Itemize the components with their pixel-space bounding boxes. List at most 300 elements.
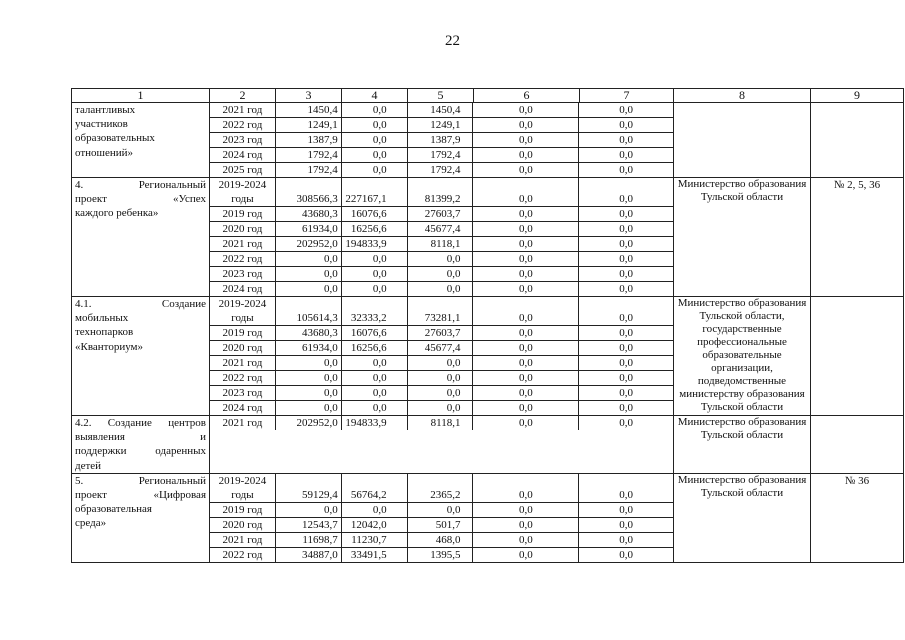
amount-cell (276, 416, 342, 430)
amount-value: 0,0 (446, 503, 461, 516)
amount-value: 11230,7 (351, 533, 387, 546)
indicator-cell (811, 103, 904, 178)
amount-cell (473, 518, 579, 532)
amount-value: 0,0 (372, 372, 387, 384)
event-name-line: отношений» (75, 146, 134, 159)
amount-cell (276, 207, 342, 221)
amount-cell (473, 237, 579, 251)
period-cell: 2021 год (210, 237, 276, 251)
event-name-line: 4. Региональный (75, 179, 206, 191)
event-name-line: поддержки одаренных (75, 445, 206, 458)
amount-cell (276, 237, 342, 251)
funding-row (210, 548, 673, 562)
funding-row (210, 163, 673, 177)
amount-cell (473, 474, 579, 502)
amount-value: 1387,9 (307, 134, 338, 146)
table-row (72, 416, 904, 474)
amount-cell (408, 237, 474, 251)
amount-value: 0,0 (323, 283, 338, 295)
amount-value: 0,0 (619, 342, 633, 354)
event-name-line: мобильных (75, 312, 129, 325)
amount-cell (473, 222, 579, 236)
funding-row (210, 207, 673, 222)
amount-cell (473, 416, 579, 430)
funding-row (210, 103, 673, 118)
period-cell: 2022 год (210, 548, 276, 562)
period-cell: 2024 год (210, 148, 276, 162)
funding-row (210, 341, 673, 356)
amount-cell (408, 178, 474, 206)
amount-value: 194833,9 (345, 238, 387, 250)
period-cell: 2019 год (210, 503, 276, 517)
amount-value: 0,0 (372, 268, 387, 280)
amount-value: 0,0 (323, 402, 338, 414)
period-cell: 2020 год (210, 222, 276, 236)
amount-value: 0,0 (372, 357, 387, 369)
event-name-line: «Кванториум» (75, 340, 144, 353)
amount-value: 227167,1 (345, 193, 387, 205)
amount-value: 0,0 (619, 488, 633, 501)
amount-value: 0,0 (518, 164, 533, 176)
amount-value: 1249,1 (430, 119, 461, 131)
amount-value: 0,0 (518, 548, 533, 561)
header-cell: 1 (72, 89, 210, 103)
amount-cell (473, 503, 579, 517)
amount-value: 32333,2 (350, 312, 387, 324)
funding-row (210, 533, 673, 548)
amount-cell (342, 237, 408, 251)
amount-cell (342, 341, 408, 355)
amount-cell (276, 401, 342, 415)
funding-row (210, 252, 673, 267)
amount-value: 45677,4 (424, 342, 461, 354)
funding-row (210, 282, 673, 296)
funding-row (210, 297, 673, 326)
amount-value: 0,0 (372, 283, 387, 295)
amount-value: 0,0 (323, 387, 338, 399)
amount-value: 8118,1 (430, 417, 461, 429)
amount-cell (473, 252, 579, 266)
table-row (72, 297, 904, 416)
period-cell: 2025 год (210, 163, 276, 177)
amount-cell (276, 267, 342, 281)
funding-row (210, 474, 673, 503)
period-cell: 2021 год (210, 533, 276, 547)
amount-value: 1792,4 (307, 164, 338, 176)
amount-value: 61934,0 (301, 223, 338, 235)
event-name-cell (72, 473, 210, 562)
amount-value: 0,0 (446, 268, 461, 280)
amount-cell (473, 386, 579, 400)
amount-value: 0,0 (518, 268, 533, 280)
amount-cell (408, 252, 474, 266)
page-number: 22 (445, 33, 460, 49)
amount-value: 0,0 (518, 387, 533, 399)
funding-row (210, 386, 673, 401)
funding-subtable (210, 103, 674, 178)
header-cell: 5 (408, 89, 474, 103)
amount-cell (408, 133, 474, 147)
amount-cell (408, 207, 474, 221)
amount-cell (408, 416, 474, 430)
amount-value: 0,0 (372, 164, 387, 176)
period-cell: 2021 год (210, 356, 276, 370)
amount-cell (579, 401, 673, 415)
period-cell: 2021 год (210, 103, 276, 117)
amount-value: 0,0 (372, 503, 387, 516)
amount-value: 0,0 (619, 312, 633, 324)
amount-value: 308566,3 (296, 193, 338, 205)
amount-value: 0,0 (518, 193, 533, 205)
amount-value: 1792,4 (307, 149, 338, 161)
amount-cell (579, 118, 673, 132)
amount-value: 0,0 (323, 253, 338, 265)
period-cell: 2021 год (210, 416, 276, 430)
amount-value: 11698,7 (302, 533, 338, 546)
event-name-line: образовательных (75, 132, 155, 145)
amount-cell (276, 474, 342, 502)
amount-cell (579, 297, 673, 325)
amount-cell (342, 103, 408, 117)
amount-cell (473, 533, 579, 547)
amount-value: 0,0 (619, 208, 633, 220)
event-name-line: талантливых (75, 104, 136, 116)
funding-row (210, 267, 673, 282)
amount-value: 0,0 (518, 488, 533, 501)
responsible-cell: Министерство образования Тульской области (674, 178, 811, 297)
amount-value: 73281,1 (424, 312, 461, 324)
funding-row (210, 356, 673, 371)
amount-value: 43680,3 (301, 208, 338, 220)
period-cell: 2023 год (210, 267, 276, 281)
amount-value: 16256,6 (350, 342, 387, 354)
amount-value: 0,0 (619, 548, 633, 561)
amount-cell (408, 222, 474, 236)
funding-row (210, 222, 673, 237)
amount-value: 0,0 (619, 238, 633, 250)
amount-cell (579, 178, 673, 206)
amount-value: 501,7 (435, 518, 461, 531)
amount-cell (473, 118, 579, 132)
event-name-line: 4.2. Создание центров (75, 417, 206, 429)
amount-cell (276, 356, 342, 370)
amount-cell (342, 533, 408, 547)
amount-cell (473, 326, 579, 340)
period-cell: 2023 год (210, 133, 276, 147)
amount-cell (276, 503, 342, 517)
amount-value: 43680,3 (301, 327, 338, 339)
amount-cell (342, 178, 408, 206)
amount-cell (342, 518, 408, 532)
amount-cell (342, 401, 408, 415)
amount-cell (473, 282, 579, 296)
responsible-cell: Министерство образования Тульской области (674, 416, 811, 474)
amount-value: 0,0 (619, 268, 633, 280)
amount-cell (579, 386, 673, 400)
amount-cell (276, 118, 342, 132)
amount-cell (473, 341, 579, 355)
amount-value: 0,0 (323, 268, 338, 280)
amount-value: 61934,0 (301, 342, 338, 354)
period-cell: 2022 год (210, 371, 276, 385)
amount-cell (342, 371, 408, 385)
event-name-line: технопарков (75, 326, 134, 339)
header-cell: 7 (580, 89, 674, 103)
period-cell: 2019-2024 годы (210, 297, 276, 325)
amount-value: 0,0 (323, 357, 338, 369)
amount-value: 0,0 (619, 417, 633, 429)
amount-value: 0,0 (518, 342, 533, 354)
amount-cell (408, 341, 474, 355)
amount-value: 16076,6 (350, 208, 387, 220)
amount-value: 0,0 (619, 104, 633, 116)
amount-cell (408, 503, 474, 517)
amount-cell (473, 548, 579, 562)
event-name-cell (72, 416, 210, 474)
period-cell: 2020 год (210, 518, 276, 532)
amount-value: 0,0 (446, 357, 461, 369)
amount-cell (579, 103, 673, 117)
amount-value: 0,0 (619, 193, 633, 205)
amount-cell (408, 163, 474, 177)
amount-value: 0,0 (446, 387, 461, 399)
amount-cell (408, 533, 474, 547)
table-row (72, 473, 904, 562)
budget-table (71, 88, 904, 563)
amount-value: 0,0 (372, 119, 387, 131)
amount-value: 0,0 (619, 357, 633, 369)
amount-value: 12042,0 (350, 518, 387, 531)
period-cell: 2020 год (210, 341, 276, 355)
amount-value: 0,0 (619, 503, 633, 516)
amount-value: 0,0 (518, 119, 533, 131)
amount-cell (579, 163, 673, 177)
amount-cell (579, 207, 673, 221)
amount-value: 16256,6 (350, 223, 387, 235)
amount-value: 0,0 (323, 372, 338, 384)
responsible-cell: Министерство образования Тульской области, государственные профессиональные образовательные организации, подведомственные министерству образования Тульской области (674, 297, 811, 416)
amount-value: 45677,4 (424, 223, 461, 235)
amount-cell (408, 401, 474, 415)
amount-cell (276, 252, 342, 266)
amount-cell (342, 252, 408, 266)
period-cell: 2019-2024 годы (210, 178, 276, 206)
amount-cell (579, 548, 673, 562)
period-cell: 2019-2024 годы (210, 474, 276, 502)
amount-cell (276, 222, 342, 236)
amount-cell (473, 207, 579, 221)
amount-value: 0,0 (518, 357, 533, 369)
event-name-line: выявления и (75, 431, 206, 444)
amount-cell (473, 401, 579, 415)
amount-value: 1395,5 (430, 548, 461, 561)
amount-cell (473, 103, 579, 117)
amount-value: 468,0 (435, 533, 461, 546)
amount-cell (473, 148, 579, 162)
amount-cell (579, 133, 673, 147)
amount-cell (408, 326, 474, 340)
amount-value: 0,0 (446, 372, 461, 384)
amount-value: 1792,4 (430, 164, 461, 176)
amount-cell (342, 118, 408, 132)
amount-value: 0,0 (372, 149, 387, 161)
amount-value: 0,0 (518, 253, 533, 265)
event-name-line: среда» (75, 517, 107, 530)
amount-cell (276, 386, 342, 400)
amount-cell (342, 267, 408, 281)
amount-cell (342, 474, 408, 502)
amount-value: 0,0 (518, 312, 533, 324)
amount-cell (342, 297, 408, 325)
amount-cell (342, 163, 408, 177)
amount-cell (408, 103, 474, 117)
indicator-cell: № 36 (811, 473, 904, 562)
amount-cell (276, 548, 342, 562)
amount-value: 27603,7 (424, 208, 461, 220)
amount-value: 0,0 (619, 253, 633, 265)
amount-cell (276, 297, 342, 325)
amount-cell (342, 356, 408, 370)
amount-value: 27603,7 (424, 327, 461, 339)
amount-cell (342, 148, 408, 162)
amount-value: 0,0 (619, 283, 633, 295)
funding-subtable (210, 297, 674, 416)
amount-cell (342, 133, 408, 147)
amount-cell (408, 386, 474, 400)
amount-value: 194833,9 (345, 417, 387, 429)
amount-value: 0,0 (619, 149, 633, 161)
event-name-line: проект «Успех (75, 193, 206, 206)
funding-row (210, 371, 673, 386)
amount-cell (408, 548, 474, 562)
amount-cell (342, 386, 408, 400)
amount-value: 1249,1 (307, 119, 338, 131)
amount-value: 0,0 (619, 518, 633, 531)
header-cell: 2 (210, 89, 276, 103)
amount-cell (342, 326, 408, 340)
event-name-line: проект «Цифровая (75, 489, 206, 502)
amount-value: 0,0 (518, 503, 533, 516)
amount-value: 0,0 (619, 533, 633, 546)
amount-cell (473, 267, 579, 281)
amount-value: 0,0 (446, 283, 461, 295)
amount-value: 0,0 (619, 119, 633, 131)
amount-value: 0,0 (518, 283, 533, 295)
amount-value: 0,0 (518, 223, 533, 235)
amount-value: 202952,0 (296, 238, 338, 250)
amount-value: 0,0 (372, 387, 387, 399)
amount-cell (579, 148, 673, 162)
amount-value: 0,0 (446, 402, 461, 414)
indicator-cell (811, 297, 904, 416)
amount-value: 0,0 (619, 164, 633, 176)
amount-value: 33491,5 (350, 548, 387, 561)
amount-cell (408, 371, 474, 385)
amount-cell (408, 356, 474, 370)
header-cell: 4 (342, 89, 408, 103)
amount-value: 0,0 (372, 134, 387, 146)
funding-row (210, 133, 673, 148)
amount-value: 0,0 (619, 223, 633, 235)
amount-value: 81399,2 (424, 193, 461, 205)
amount-cell (579, 474, 673, 502)
amount-cell (579, 282, 673, 296)
amount-cell (579, 356, 673, 370)
amount-value: 0,0 (323, 503, 338, 516)
amount-value: 202952,0 (296, 417, 338, 429)
amount-cell (579, 252, 673, 266)
period-cell: 2024 год (210, 401, 276, 415)
header-cell: 3 (276, 89, 342, 103)
event-name-line: образовательная (75, 503, 152, 516)
amount-cell (579, 416, 673, 430)
amount-cell (473, 178, 579, 206)
amount-cell (408, 267, 474, 281)
amount-cell (408, 118, 474, 132)
amount-cell (579, 518, 673, 532)
amount-cell (408, 297, 474, 325)
amount-cell (579, 503, 673, 517)
funding-row (210, 416, 673, 430)
amount-cell (276, 282, 342, 296)
period-cell: 2019 год (210, 326, 276, 340)
amount-value: 0,0 (619, 134, 633, 146)
funding-row (210, 118, 673, 133)
amount-value: 0,0 (518, 327, 533, 339)
amount-value: 1450,4 (307, 104, 338, 116)
amount-value: 59129,4 (301, 488, 338, 501)
amount-value: 0,0 (518, 104, 533, 116)
amount-cell (473, 297, 579, 325)
amount-cell (276, 533, 342, 547)
funding-row (210, 178, 673, 207)
amount-cell (579, 533, 673, 547)
event-name-cell (72, 103, 210, 178)
amount-value: 0,0 (518, 518, 533, 531)
funding-row (210, 503, 673, 518)
amount-cell (473, 356, 579, 370)
amount-cell (579, 237, 673, 251)
amount-cell (408, 148, 474, 162)
funding-row (210, 148, 673, 163)
event-name-line: 5. Региональный (75, 474, 206, 487)
period-cell: 2022 год (210, 118, 276, 132)
amount-value: 0,0 (372, 253, 387, 265)
table-row (72, 178, 904, 297)
event-name-line: каждого ребенка» (75, 207, 159, 220)
amount-value: 1792,4 (430, 149, 461, 161)
period-cell: 2019 год (210, 207, 276, 221)
amount-value: 0,0 (619, 372, 633, 384)
amount-value: 56764,2 (350, 488, 387, 501)
amount-value: 8118,1 (430, 238, 461, 250)
responsible-cell: Министерство образования Тульской области (674, 473, 811, 562)
amount-cell (408, 282, 474, 296)
event-name-line: детей (75, 459, 102, 472)
funding-row (210, 518, 673, 533)
amount-value: 0,0 (518, 238, 533, 250)
amount-value: 16076,6 (350, 327, 387, 339)
amount-cell (579, 341, 673, 355)
amount-value: 0,0 (372, 104, 387, 116)
amount-cell (342, 282, 408, 296)
funding-subtable (210, 416, 674, 474)
event-name-cell (72, 178, 210, 297)
amount-cell (342, 207, 408, 221)
period-cell: 2023 год (210, 386, 276, 400)
amount-value: 0,0 (518, 402, 533, 414)
amount-value: 0,0 (518, 372, 533, 384)
